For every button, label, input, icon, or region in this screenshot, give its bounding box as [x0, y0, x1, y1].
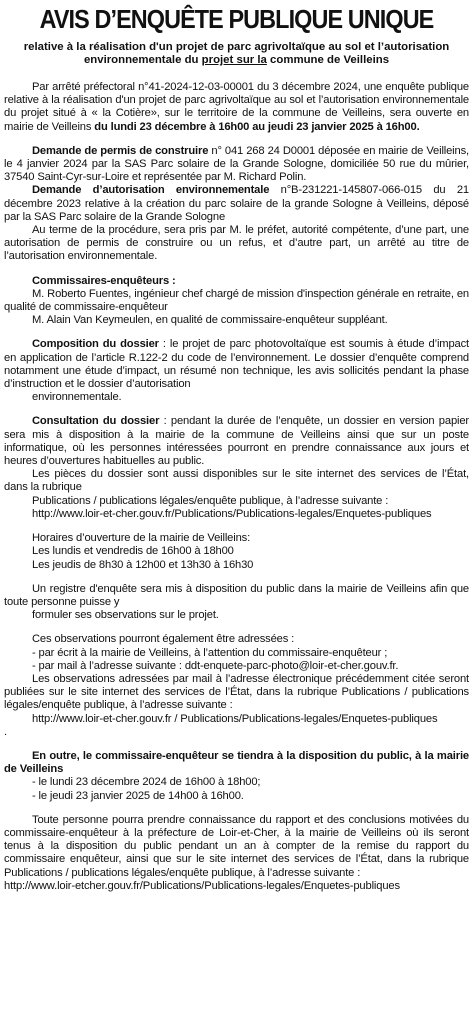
internet-paragraph: Les pièces du dossier sont aussi disponibles sur le site internet des services de l’État, dans la rubrique [4, 468, 469, 494]
commissaires-label: Commissaires-enquêteurs : [32, 274, 176, 287]
consultation-url[interactable]: http://www.loir-et-cher.gouv.fr/Publications/Publications-legales/Enquetes-publiques [32, 507, 432, 520]
commissaire-suppleant: M. Alain Van Keymeulen, en qualité de commissaire-enquêteur suppléant. [32, 314, 388, 327]
permanence-item-2: - le jeudi 23 janvier 2025 de 14h00 à 16h00. [32, 789, 244, 802]
intro-text: Par arrêté préfectoral n°41-2024-12-03-00001 du 3 décembre 2024, une enquête publique relative à la réalisation d'un projet de parc agrivoltaïque au sol et l’autorisation environnementale du projet situé à « la Cotière», sur le territoire de la commune de Veilleins, sera ouverte en mairie de Veilleins [4, 81, 469, 133]
horaires-line-1: Les lundis et vendredis de 16h00 à 18h00 [32, 545, 234, 558]
composition-end: environnementale. [32, 391, 122, 404]
conclusion-url[interactable]: http://www.loir-etcher.gouv.fr/Publications/Publications-legales/Enquetes-publiques [4, 879, 400, 892]
consultation-text: : pendant la durée de l’enquête, un dossier en version papier sera mis à disposition à la mairie de la commune de Veilleins ainsi que sur un poste informatique, où les personnes intéressées pourront en prendre connaissance aux jours et heures d’ouvertures habituelles au public. [4, 415, 469, 468]
composition-label: Composition du dossier [32, 338, 159, 351]
permanence-item-1: - le lundi 23 décembre 2024 de 16h00 à 18h00; [32, 776, 261, 789]
horaires-line-2: Les jeudis de 8h30 à 12h00 et 13h30 à 16h30 [32, 558, 254, 571]
registre-end: formuler ses observations sur le projet. [32, 609, 219, 622]
autorisation-paragraph [4, 184, 469, 224]
observations-mail-paragraph: Les observations adressées par mail à l’adresse électronique précédemment citée seront publiées sur le site internet des services de l’État, dans la rubrique Publications / publications légales/enquête publique, à l’adresse suivante : [4, 672, 469, 712]
observations-dot: . [4, 725, 7, 738]
procedure-paragraph: Au terme de la procédure, sera pris par M. le préfet, autorité compétente, d’une part, une autorisation de permis de construire ou un refus, et d’autre part, un arrêté au titre de l’autorisation environnementale. [4, 224, 469, 263]
consultation-paragraph [4, 415, 469, 468]
subtitle-line-2b: projet sur la [201, 54, 267, 66]
permis-paragraph [4, 145, 469, 185]
rubrique-line: Publications / publications légales/enquête publique, à l’adresse suivante : [32, 494, 389, 507]
permis-text: n° 041 268 24 D0001 déposée en mairie de Veilleins, le 4 janvier 2024 par la SAS Parc solaire de la Grande Sologne, domiciliée 50 rue du mûrier, 37540 Saint-Cyr-sur-Loire et représentée par M. Richard Polin. [4, 144, 469, 184]
composition-paragraph [4, 338, 469, 391]
permis-label: Demande de permis de construire [32, 144, 209, 157]
composition-text: : le projet de parc photovoltaïque est soumis à étude d’impact en application de l’article R.122-2 du code de l’environnement. Le dossier d’enquête comprend notamment une étude d’impact, un résumé non technique, les avis sollicités pendant la phase d’instruction et le dossier d’autorisation [4, 338, 469, 391]
horaires-title: Horaires d’ouverture de la mairie de Veilleins: [32, 532, 251, 545]
permanences-label: En outre, le commissaire-enquêteur se tiendra à la disposition du public, à la mairie de Veilleins [4, 749, 469, 776]
autorisation-text: n°B-231221-145807-066-015 du 21 décembre 2023 relative à la création du parc solaire de la grande Sologne à Veilleins, déposé par la SAS Parc solaire de la Grande Sologne [4, 184, 470, 223]
autorisation-label: Demande d’autorisation environnementale [32, 184, 270, 197]
intro-paragraph [4, 81, 469, 134]
observations-item-2: - par mail à l’adresse suivante : ddt-enquete-parc-photo@loir-et-cher.gouv.fr. [32, 659, 399, 672]
subtitle-line-2a: environnementale du [83, 54, 202, 66]
consultation-label: Consultation du dossier [32, 415, 160, 428]
subtitle-line-1: relative à la réalisation d'un projet de parc agrivoltaïque au sol et l’autorisation [23, 41, 450, 53]
observations-url[interactable]: http://www.loir-et-cher.gouv.fr / Publications/Publications-legales/Enquetes-publiques [32, 712, 438, 725]
intro-dates: du lundi 23 décembre à 16h00 au jeudi 23 janvier 2025 à 16h00. [94, 120, 420, 133]
page-title: AVIS D’ENQUÊTE PUBLIQUE UNIQUE [39, 4, 434, 34]
observations-intro: Ces observations pourront également être adressées : [32, 633, 295, 646]
subtitle-line-2c: commune de Veilleins [266, 54, 390, 66]
observations-item-1: - par écrit à la mairie de Veilleins, à l’attention du commissaire-enquêteur ; [32, 646, 388, 659]
page-subtitle [4, 41, 469, 67]
registre-paragraph: Un registre d'enquête sera mis à disposition du public dans la mairie de Veilleins afin que toute personne puisse y [4, 582, 469, 608]
conclusion-paragraph: Toute personne pourra prendre connaissance du rapport et des conclusions motivées du commissaire-enquêteur à la préfecture de Loir-et-Cher, à la mairie de Veilleins où ils seront tenus à la disposition du public pendant un an à compter de la remise du rapport du commissaire enquêteur, ainsi que sur le site internet des services de l’État, dans la rubrique Publications / publications légales/enquête publique, à l’adresse suivante : [4, 813, 469, 879]
commissaire-titulaire: M. Roberto Fuentes, ingénieur chef chargé de mission d'inspection générale en retraite, en qualité de commissaire-enquêteur [4, 287, 469, 314]
